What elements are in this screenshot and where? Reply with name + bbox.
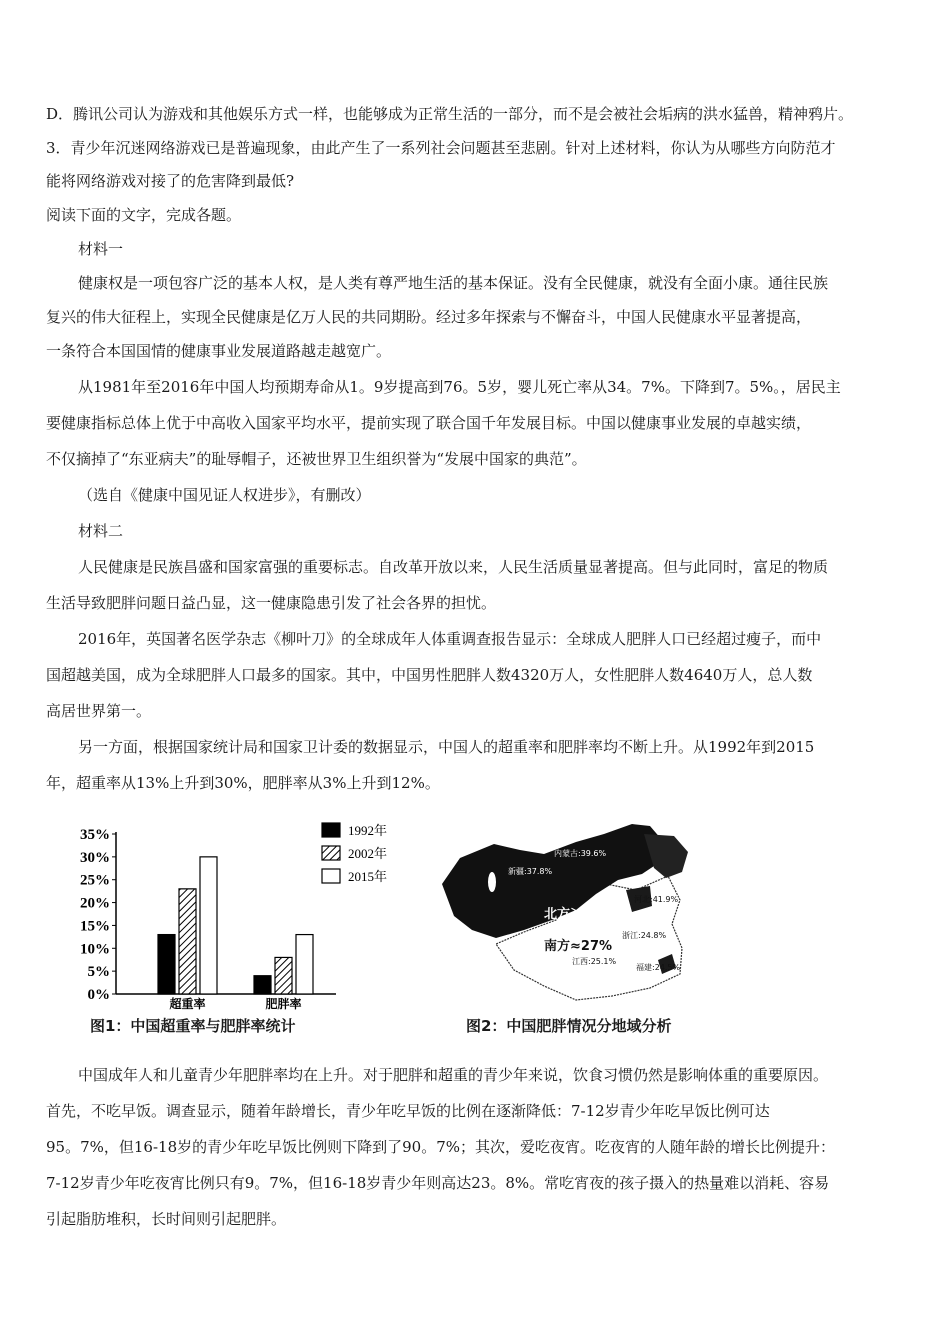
text-line: 从1981年至2016年中国人均预期寿命从1。9岁提高到76。5岁，婴儿死亡率从34。7%。下降到7。5%。，居民主 (78, 378, 841, 396)
bar (200, 857, 217, 994)
legend-label: 2015年 (348, 869, 388, 884)
text-line: 高居世界第一。 (46, 702, 152, 720)
text-line: 健康权是一项包容广泛的基本人权，是人类有尊严地生活的基本保证。没有全民健康，就没有全面小康。通往民族 (78, 274, 829, 292)
map-caption: 图2：中国肥胖情况分地域分析 (466, 1017, 672, 1035)
y-tick-label: 5% (87, 964, 110, 981)
y-tick-label: 15% (80, 918, 110, 935)
chart-caption: 图1：中国超重率与肥胖率统计 (90, 1017, 296, 1035)
text-line: D．腾讯公司认为游戏和其他娱乐方式一样，也能够成为正常生活的一部分，而不是会被社会垢病的洪水猛兽，精神鸦片。 (46, 105, 854, 123)
text-line: 7-12岁青少年吃夜宵比例只有9。7%，但16-18岁青少年则高达23。8%。常吃宵夜的孩子摄入的热量难以消耗、容易 (46, 1174, 830, 1192)
legend-label: 2002年 (348, 846, 388, 861)
text-line: 年，超重率从13%上升到30%，肥胖率从3%上升到12%。 (46, 774, 440, 792)
figure-1 (72, 820, 412, 1050)
section-heading: 材料一 (78, 240, 124, 258)
bar (158, 935, 175, 994)
text-line: 95。7%，但16-18岁的青少年吃早饭比例则下降到了90。7%；其次，爱吃夜宵。吃夜宵的人随年龄的增长比例提升： (46, 1138, 836, 1156)
text-line: 人民健康是民族昌盛和国家富强的重要标志。自改革开放以来，人民生活质量显著提高。但与此同时，富足的物质 (78, 558, 829, 576)
bar (296, 935, 313, 994)
y-tick-label: 30% (80, 849, 110, 866)
region-label: 河北:41.9% (634, 895, 679, 904)
text-line: 能将网络游戏对接了的危害降到最低? (46, 172, 295, 190)
bar (254, 976, 271, 994)
legend-swatch (322, 869, 340, 883)
text-line: 要健康指标总体上优于中高收入国家平均水平，提前实现了联合国千年发展目标。中国以健康事业发展的卓越实绩， (46, 414, 812, 432)
text-line: 生活导致肥胖问题日益凸显，这一健康隐患引发了社会各界的担忧。 (46, 594, 497, 612)
figure-2 (436, 820, 736, 1050)
region-label: 新疆:37.8% (508, 867, 553, 876)
section-heading: 材料二 (78, 522, 124, 540)
text-line: 一条符合本国国情的健康事业发展道路越走越宽广。 (46, 342, 392, 360)
source-citation: （选自《健康中国见证人权进步》，有删改） (78, 486, 371, 504)
y-tick-label: 10% (80, 941, 110, 958)
legend-label: 1992年 (348, 823, 388, 838)
text-line: 2016年，英国著名医学杂志《柳叶刀》的全球成年人体重调查报告显示：全球成人肥胖人口已经超过瘦子，而中 (78, 630, 822, 648)
text-line: 复兴的伟大征程上，实现全民健康是亿万人民的共同期盼。经过多年探索与不懈奋斗，中国人民健康水平显著提高， (46, 308, 812, 326)
legend-swatch (322, 823, 340, 837)
legend-swatch (322, 846, 340, 860)
south-label: 南方≈27% (544, 939, 613, 954)
text-line: 不仅摘掉了“东亚病夫”的耻辱帽子，还被世界卫生组织誉为“发展中国家的典范”。 (46, 450, 587, 468)
bar (179, 889, 196, 994)
northeast-region (644, 834, 688, 878)
china-map (436, 820, 736, 1010)
y-tick-label: 35% (80, 827, 110, 843)
y-tick-label: 0% (87, 987, 110, 1003)
text-line: 中国成年人和儿童青少年肥胖率均在上升。对于肥胖和超重的青少年来说，饮食习惯仍然是影响体重的重要原因。 (78, 1066, 829, 1084)
text-line: 另一方面，根据国家统计局和国家卫计委的数据显示，中国人的超重率和肥胖率均不断上升。从1992年到2015 (78, 738, 815, 756)
text-line: 引起脂肪堆积，长时间则引起肥胖。 (46, 1210, 287, 1228)
region-label: 福建:24.5% (636, 963, 681, 972)
text-line: 首先，不吃早饭。调查显示，随着年龄增长，青少年吃早饭的比例在逐渐降低：7-12岁青少年吃早饭比例可达 (46, 1102, 770, 1120)
x-tick-label: 超重率 (169, 997, 206, 1011)
region-label: 江西:25.1% (572, 957, 617, 966)
bar-chart (72, 820, 412, 1025)
text-line: 3．青少年沉迷网络游戏已是普遍现象，由此产生了一系列社会问题甚至悲剧。针对上述材料，你认为从哪些方向防范才 (46, 139, 836, 157)
y-tick-label: 25% (80, 872, 110, 889)
text-line: 阅读下面的文字，完成各题。 (46, 206, 242, 224)
bar (275, 957, 292, 994)
text-line: 国超越美国，成为全球肥胖人口最多的国家。其中，中国男性肥胖人数4320万人，女性肥胖人数4640万人，总人数 (46, 666, 813, 684)
north-label: 北方＞35% (544, 907, 615, 922)
x-tick-label: 肥胖率 (265, 997, 302, 1011)
region-label: 浙江:24.8% (622, 931, 667, 940)
y-tick-label: 20% (80, 895, 110, 912)
region-label: 内蒙古:39.6% (554, 849, 607, 858)
